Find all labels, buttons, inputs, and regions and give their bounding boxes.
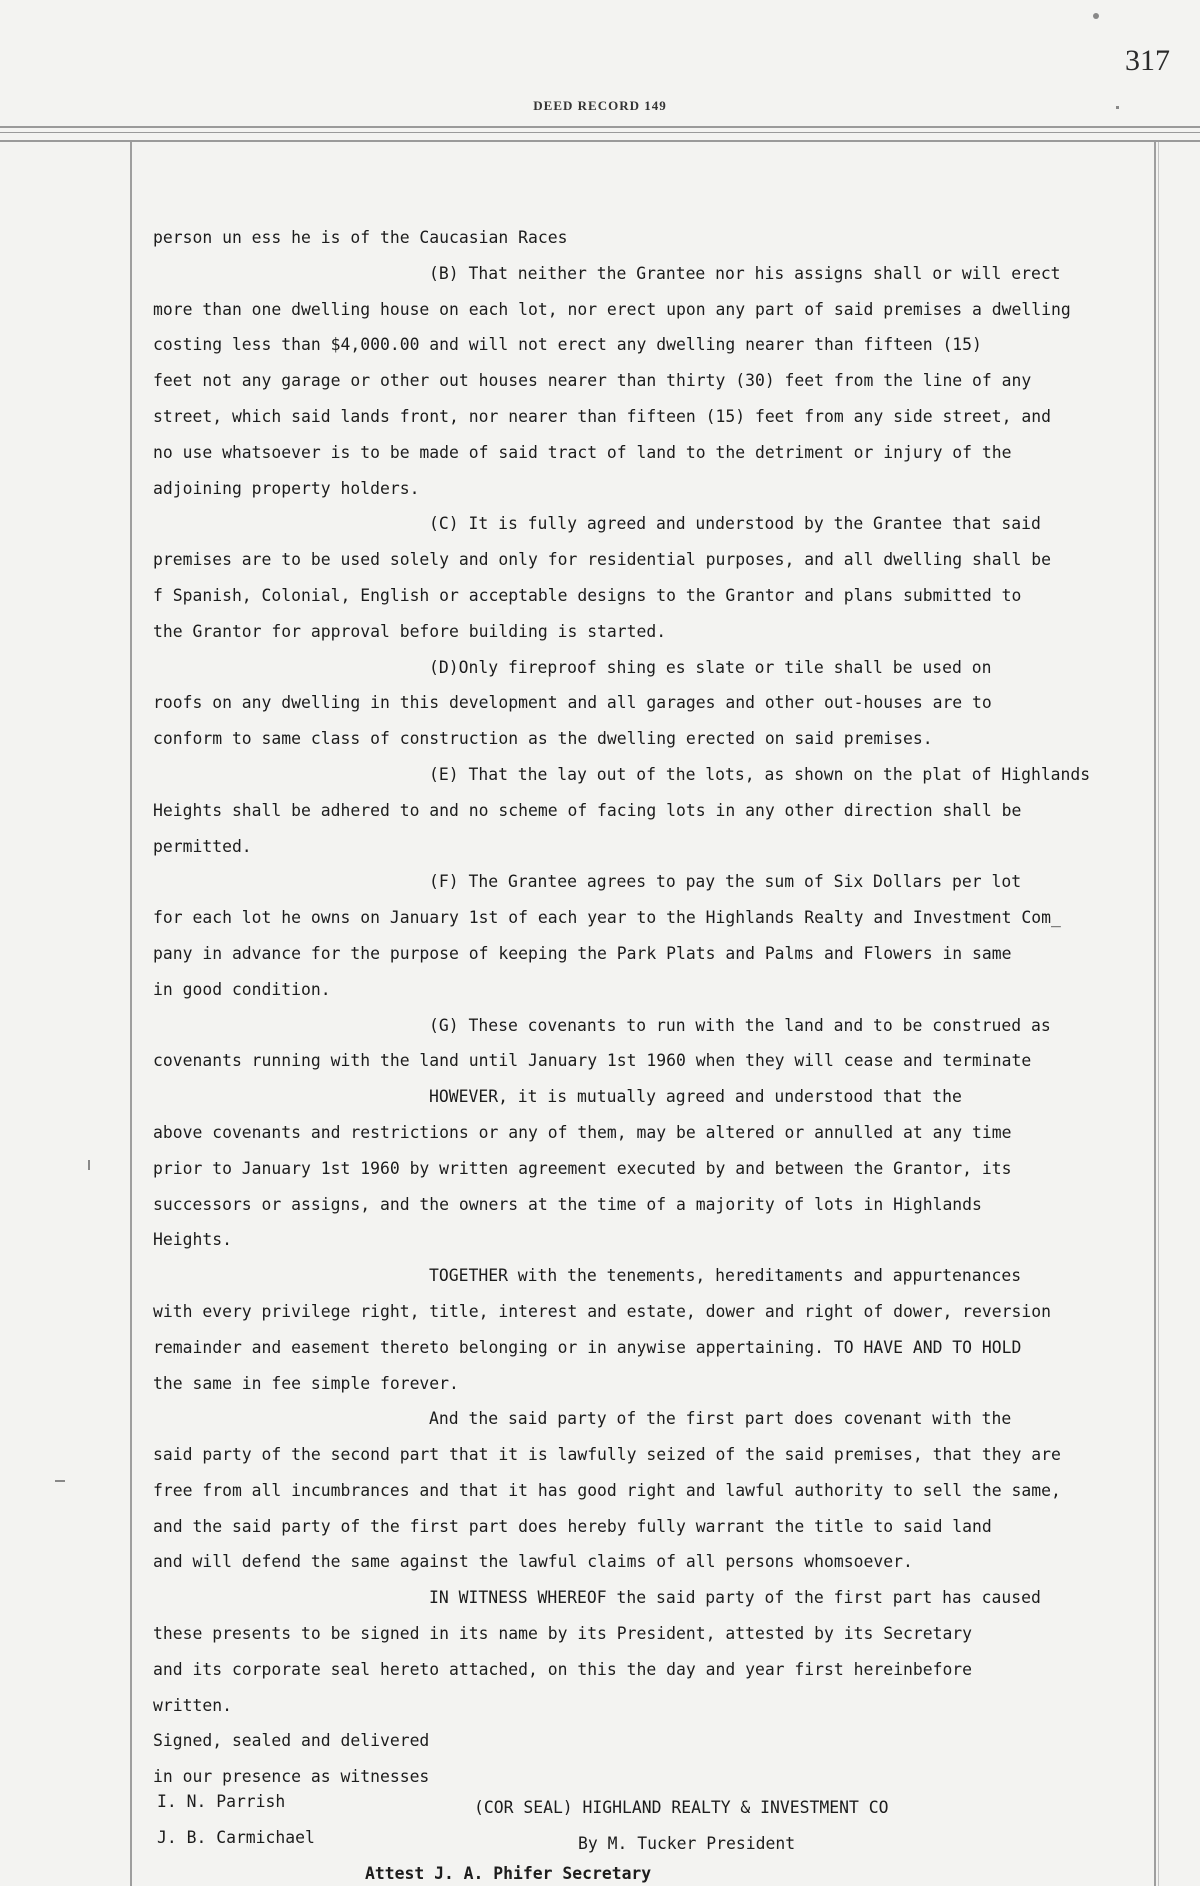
header-rule-top <box>0 126 1200 128</box>
document-line: the Grantor for approval before building is started. <box>153 621 667 641</box>
document-line: permitted. <box>153 836 252 856</box>
document-line: said party of the second part that it is lawfully seized of the said premises, that they are <box>153 1445 1061 1465</box>
corporate-seal-line: (COR SEAL) HIGHLAND REALTY & INVESTMENT CO <box>474 1798 889 1817</box>
document-line: Heights shall be adhered to and no scheme of facing lots in any other direction shall be <box>153 800 1022 820</box>
document-line: for each lot he owns on January 1st of each year to the Highlands Realty and Investment Com_ <box>153 908 1061 928</box>
witness-2-name: J. B. Carmichael <box>157 1828 315 1847</box>
document-line: adjoining property holders. <box>153 478 420 498</box>
document-line: these presents to be signed in its name by its President, attested by its Secretary <box>153 1624 973 1644</box>
document-line: costing less than $4,000.00 and will not erect any dwelling nearer than fifteen (15) <box>153 335 982 355</box>
document-line: HOWEVER, it is mutually agreed and understood that the <box>429 1087 962 1107</box>
attest-secretary-line: Attest J. A. Phifer Secretary <box>365 1864 652 1883</box>
document-line: successors or assigns, and the owners at the time of a majority of lots in Highlands <box>153 1194 982 1214</box>
document-line: free from all incumbrances and that it has good right and lawful authority to sell the same, <box>153 1480 1061 1500</box>
header-rule-middle <box>0 132 1200 133</box>
header-title: DEED RECORD 149 <box>533 98 667 113</box>
document-line: person un ess he is of the Caucasian Races <box>153 228 568 247</box>
document-line: covenants running with the land until January 1st 1960 when they will cease and terminate <box>153 1051 1032 1071</box>
scan-speck <box>88 1160 90 1170</box>
witness-1-name: I. N. Parrish <box>157 1792 286 1811</box>
document-line: (F) The Grantee agrees to pay the sum of Six Dollars per lot <box>429 872 1022 892</box>
document-line: f Spanish, Colonial, English or acceptable designs to the Grantor and plans submitted to <box>153 585 1022 605</box>
scan-speck <box>1093 13 1099 19</box>
document-line: (C) It is fully agreed and understood by the Grantee that said <box>429 514 1041 534</box>
document-line: Heights. <box>153 1230 232 1250</box>
document-line: written. <box>153 1695 232 1715</box>
right-margin-line <box>1154 142 1156 1886</box>
document-line: TOGETHER with the tenements, hereditaments and appurtenances <box>429 1266 1022 1286</box>
document-line: roofs on any dwelling in this development and all garages and other out-houses are to <box>153 693 992 713</box>
document-line: above covenants and restrictions or any of them, may be altered or annulled at any time <box>153 1122 1012 1142</box>
document-line: Signed, sealed and delivered <box>153 1731 430 1751</box>
document-line: street, which said lands front, nor nearer than fifteen (15) feet from any side street, and <box>153 406 1051 426</box>
president-signature: By M. Tucker President <box>578 1834 796 1853</box>
document-line: and will defend the same against the lawful claims of all persons whomsoever. <box>153 1552 913 1572</box>
document-line: remainder and easement thereto belonging or in anywise appertaining. TO HAVE AND TO HOLD <box>153 1337 1022 1357</box>
page-number: 317 <box>1125 44 1170 77</box>
right-margin-line-inner <box>1158 142 1159 1886</box>
document-line: in our presence as witnesses <box>153 1767 430 1787</box>
document-line: pany in advance for the purpose of keeping the Park Plats and Palms and Flowers in same <box>153 943 1012 963</box>
document-line: (E) That the lay out of the lots, as shown on the plat of Highlands <box>429 764 1091 784</box>
document-line: premises are to be used solely and only for residential purposes, and all dwelling shall be <box>153 550 1051 570</box>
document-line: (D)Only fireproof shing es slate or tile shall be used on <box>429 657 992 677</box>
left-margin-line <box>130 142 132 1886</box>
document-line: And the said party of the first part does covenant with the <box>429 1409 1012 1429</box>
document-body <box>153 220 1153 1795</box>
document-line: the same in fee simple forever. <box>153 1373 459 1393</box>
scan-speck <box>1116 106 1119 109</box>
document-line: more than one dwelling house on each lot, nor erect upon any part of said premises a dwelling <box>153 299 1071 319</box>
document-line: and its corporate seal hereto attached, on this the day and year first hereinbefore <box>153 1659 973 1679</box>
header-rule-bottom <box>0 140 1200 142</box>
document-line: and the said party of the first part does hereby fully warrant the title to said land <box>153 1516 992 1536</box>
document-line: in good condition. <box>153 979 331 999</box>
document-line: prior to January 1st 1960 by written agreement executed by and between the Grantor, its <box>153 1158 1012 1178</box>
document-line: IN WITNESS WHEREOF the said party of the first part has caused <box>429 1588 1041 1608</box>
document-line: (B) That neither the Grantee nor his assigns shall or will erect <box>429 263 1061 283</box>
document-line: (G) These covenants to run with the land and to be construed as <box>429 1015 1051 1035</box>
scan-speck <box>55 1480 65 1482</box>
document-line: feet not any garage or other out houses nearer than thirty (30) feet from the line of any <box>153 371 1032 391</box>
document-line: with every privilege right, title, interest and estate, dower and right of dower, reversion <box>153 1301 1051 1321</box>
document-line: conform to same class of construction as the dwelling erected on said premises. <box>153 729 933 749</box>
document-line: no use whatsoever is to be made of said tract of land to the detriment or injury of the <box>153 442 1012 462</box>
